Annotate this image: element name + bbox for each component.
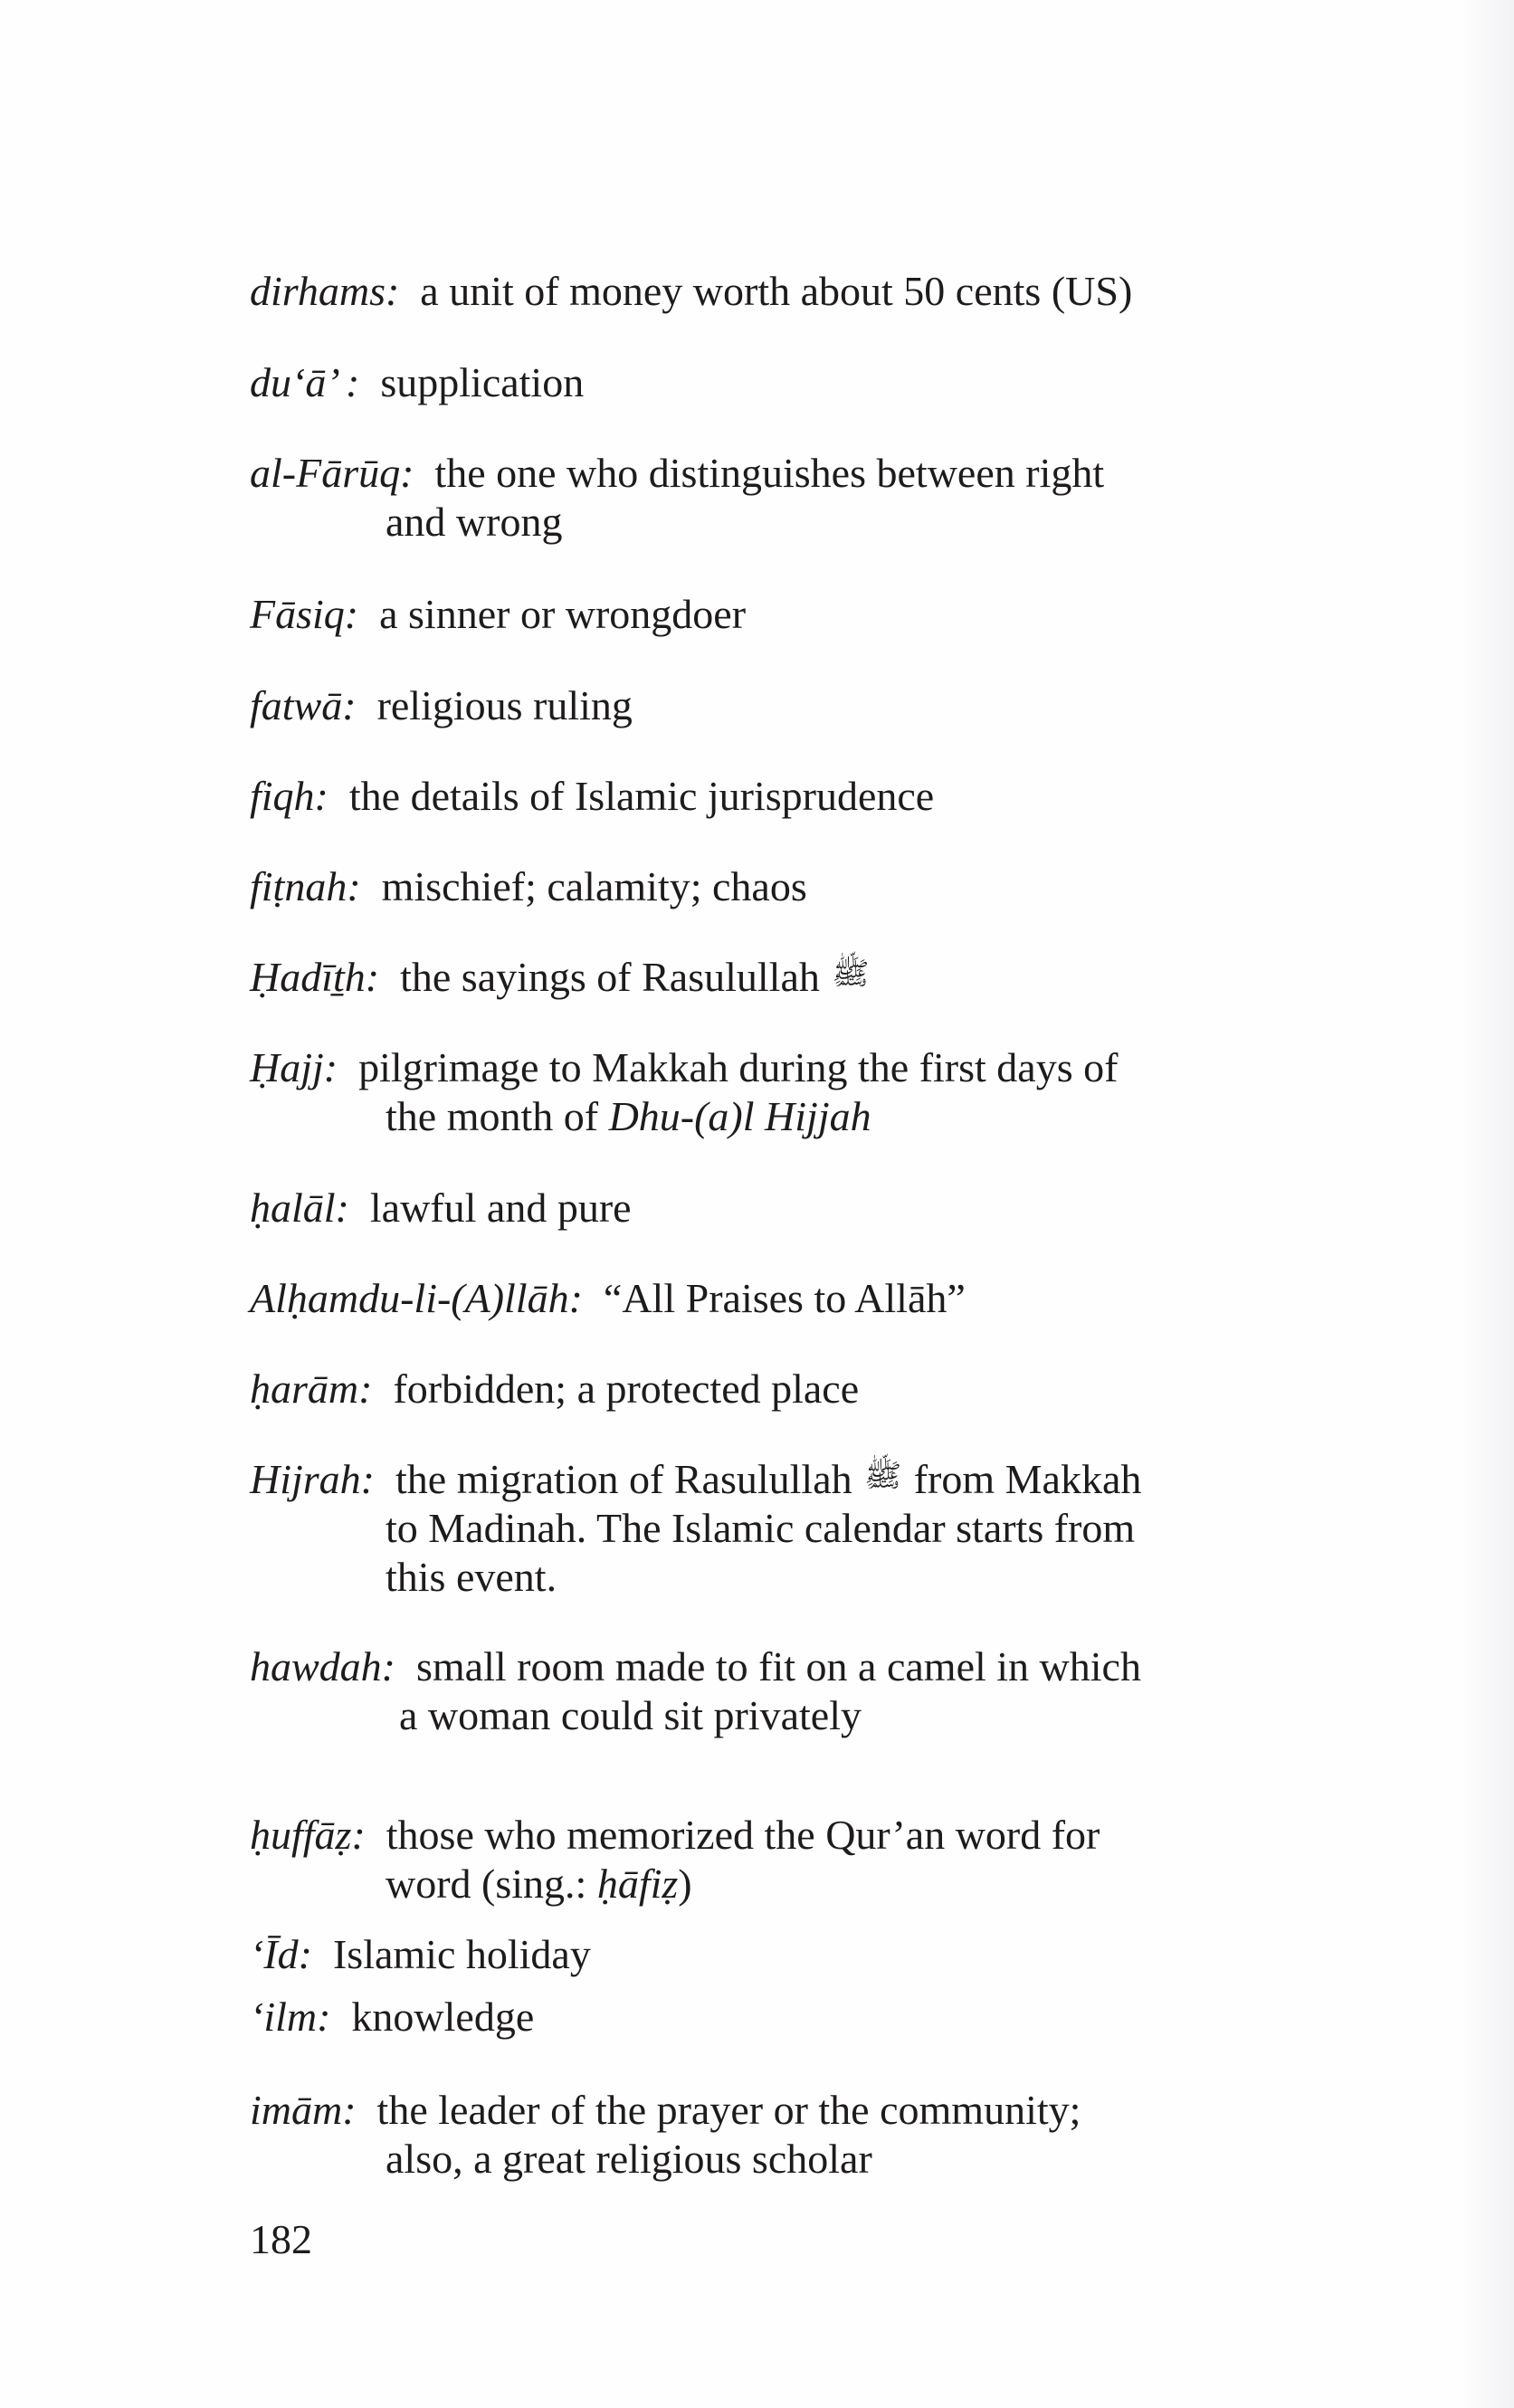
glossary-entry-dirhams [250, 267, 1336, 316]
glossary-term: ‘Īd: [250, 1931, 312, 1977]
glossary-term: al-Fārūq: [250, 450, 414, 496]
glossary-definition: “All Praises to Allāh” [603, 1275, 966, 1321]
glossary-definition-continued [250, 1092, 1336, 1141]
glossary-entry-hijrah [250, 1455, 1336, 1602]
glossary-definition-continued: this event. [386, 1554, 557, 1600]
glossary-definition: the one who distinguishes between right [434, 450, 1105, 496]
glossary-term: Ḥajj: [250, 1044, 338, 1090]
page-number: 182 [250, 2216, 312, 2262]
glossary-entry-ilm [250, 1993, 1336, 2042]
glossary-definition-continued: also, a great religious scholar [386, 2136, 872, 2182]
glossary-term: ḥuffāẓ: [250, 1812, 366, 1858]
glossary-definition-continued: to Madinah. The Islamic calendar starts from [386, 1505, 1136, 1551]
glossary-entry-id [250, 1930, 1336, 1979]
glossary-term: du‘ā’ : [250, 359, 360, 405]
glossary-term: Ḥadīṯh: [250, 954, 380, 1000]
glossary-definition: the migration of Rasulullah [395, 1456, 852, 1502]
glossary-definition: the leader of the prayer or the community; [376, 2087, 1081, 2133]
glossary-definition: lawful and pure [369, 1185, 632, 1231]
glossary-definition: the sayings of Rasulullah [400, 954, 820, 1000]
glossary-definition: from Makkah [913, 1456, 1142, 1502]
definition-text: the month of [386, 1093, 599, 1139]
glossary-entry-imam [250, 2086, 1336, 2184]
glossary-entry-hajj [250, 1043, 1336, 1141]
glossary-entry-alhamdulillah [250, 1274, 1336, 1323]
glossary-entry-fasiq [250, 590, 1336, 639]
glossary-entry-dua [250, 358, 1336, 407]
glossary-term: fiṭnah: [250, 863, 361, 909]
salawat-seal-icon: ﷺ [832, 957, 870, 991]
glossary-definition: the details of Islamic jurisprudence [348, 773, 935, 819]
salawat-seal-icon: ﷺ [864, 1460, 902, 1493]
glossary-term: ‘ilm: [250, 1994, 331, 2040]
glossary-term: Fāsiq: [250, 591, 359, 637]
glossary-definition: Islamic holiday [332, 1931, 591, 1977]
glossary-entry-hadith [250, 953, 1336, 1002]
glossary-entry-hawdah [250, 1642, 1336, 1740]
page-edge-shadow [1460, 0, 1514, 2408]
glossary-definition-continued: a woman could sit privately [399, 1692, 862, 1738]
glossary-term: imām: [250, 2087, 357, 2133]
glossary-term: dirhams: [250, 268, 400, 314]
month-name: Dhu-(a)l Hijjah [608, 1093, 871, 1139]
glossary-term: Alḥamdu-li-(A)llāh: [250, 1275, 583, 1321]
definition-text: ) [678, 1861, 692, 1907]
glossary-entry-halal [250, 1184, 1336, 1233]
singular-term: ḥāfiẓ [596, 1861, 679, 1907]
glossary-definition: those who memorized the Qur’an word for [386, 1812, 1100, 1858]
glossary-term: Hijrah: [250, 1456, 375, 1502]
glossary-definition: pilgrimage to Makkah during the first days of [358, 1044, 1119, 1090]
glossary-definition: supplication [380, 359, 585, 405]
glossary-entry-fiqh [250, 772, 1336, 821]
glossary-entry-al-faruq [250, 449, 1336, 547]
glossary-definition: knowledge [351, 1994, 535, 2040]
glossary-definition-continued: and wrong [386, 499, 563, 545]
glossary-definition: mischief; calamity; chaos [381, 863, 807, 909]
glossary-term: ḥarām: [250, 1366, 373, 1412]
glossary-definition: religious ruling [376, 682, 633, 728]
glossary-entry-fitnah [250, 862, 1336, 911]
glossary-definition: small room made to fit on a camel in which [416, 1643, 1141, 1689]
glossary-entry-huffaz [250, 1811, 1336, 1908]
definition-text: word (sing.: [386, 1861, 587, 1907]
glossary-definition: forbidden; a protected place [393, 1366, 860, 1412]
glossary-definition: a sinner or wrongdoer [379, 591, 747, 637]
glossary-entry-haram [250, 1365, 1336, 1413]
glossary-definition-continued [250, 1860, 1336, 1908]
glossary-entry-fatwa [250, 681, 1336, 730]
glossary-definition: a unit of money worth about 50 cents (US) [420, 268, 1133, 314]
glossary-term: fatwā: [250, 682, 357, 728]
glossary-term: hawdah: [250, 1643, 395, 1689]
glossary-term: ḥalāl: [250, 1185, 349, 1231]
glossary-term: fiqh: [250, 773, 329, 819]
